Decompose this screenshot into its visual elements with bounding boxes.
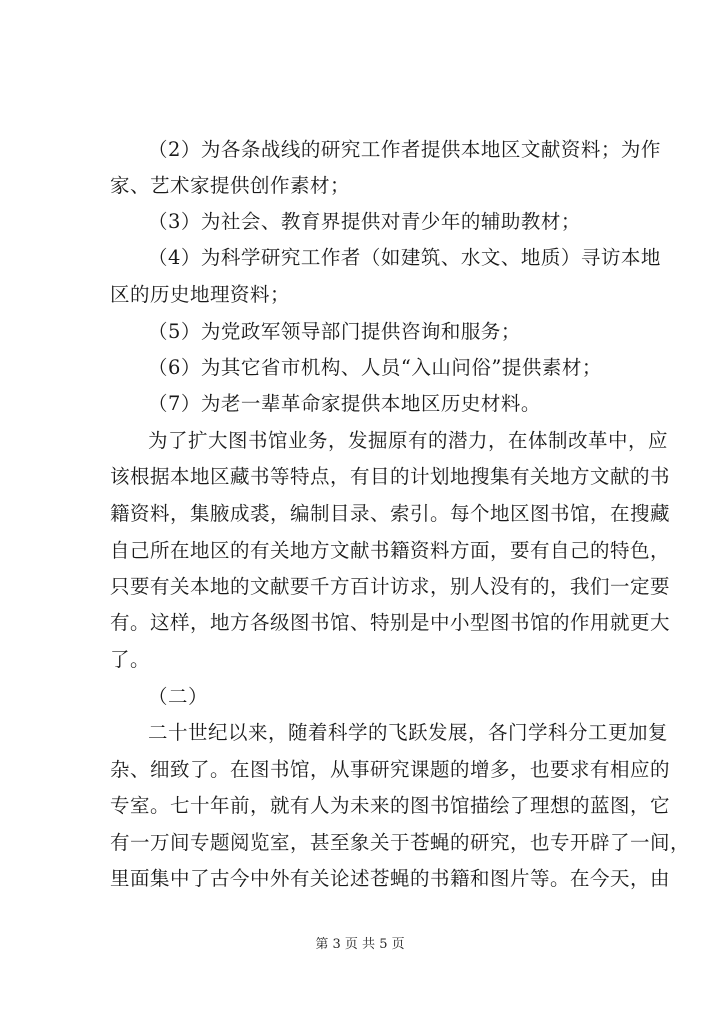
text-line: （6）为其它省市机构、人员“入山问俗”提供素材；	[148, 356, 602, 379]
text-line: 为了扩大图书馆业务，发掘原有的潜力，在体制改革中，应	[148, 429, 669, 452]
text-line: 杂、细致了。在图书馆，从事研究课题的增多，也要求有相应的	[110, 758, 671, 781]
text-line: 里面集中了古今中外有关论述苍蝇的书籍和图片等。在今天，由	[110, 867, 671, 890]
text-line: 只要有关本地的文献要千方百计访求，别人没有的，我们一定要	[110, 575, 671, 598]
text-line: （4）为科学研究工作者（如建筑、水文、地质）寻访本地	[148, 246, 661, 269]
text-line: （5）为党政军领导部门提供咨询和服务；	[148, 320, 521, 343]
page-number-footer: 第 3 页 共 5 页	[315, 937, 405, 952]
section-heading: （二）	[148, 685, 209, 708]
text-line: 籍资料，集腋成裘，编制目录、索引。每个地区图书馆，在搜藏	[110, 502, 671, 525]
text-line: 了。	[110, 648, 151, 671]
text-line: 有一万间专题阅览室，甚至象关于苍蝇的研究，也专开辟了一间，	[110, 831, 691, 854]
text-line: 区的历史地理资料；	[110, 283, 291, 306]
text-line: 该根据本地区藏书等特点，有目的计划地搜集有关地方文献的书	[110, 465, 671, 488]
text-line: （3）为社会、教育界提供对青少年的辅助教材；	[148, 210, 581, 233]
text-line: 自己所在地区的有关地方文献书籍资料方面，要有自己的特色，	[110, 539, 671, 562]
text-line: （7）为老一辈革命家提供本地区历史材料。	[148, 392, 541, 415]
text-line: 家、艺术家提供创作素材；	[110, 174, 351, 197]
text-line: 有。这样，地方各级图书馆、特别是中小型图书馆的作用就更大	[110, 611, 671, 634]
text-line: 专室。七十年前，就有人为未来的图书馆描绘了理想的蓝图，它	[110, 794, 671, 817]
text-line: （2）为各条战线的研究工作者提供本地区文献资料；为作	[148, 138, 661, 161]
text-line: 二十世纪以来，随着科学的飞跃发展，各门学科分工更加复	[148, 721, 669, 744]
